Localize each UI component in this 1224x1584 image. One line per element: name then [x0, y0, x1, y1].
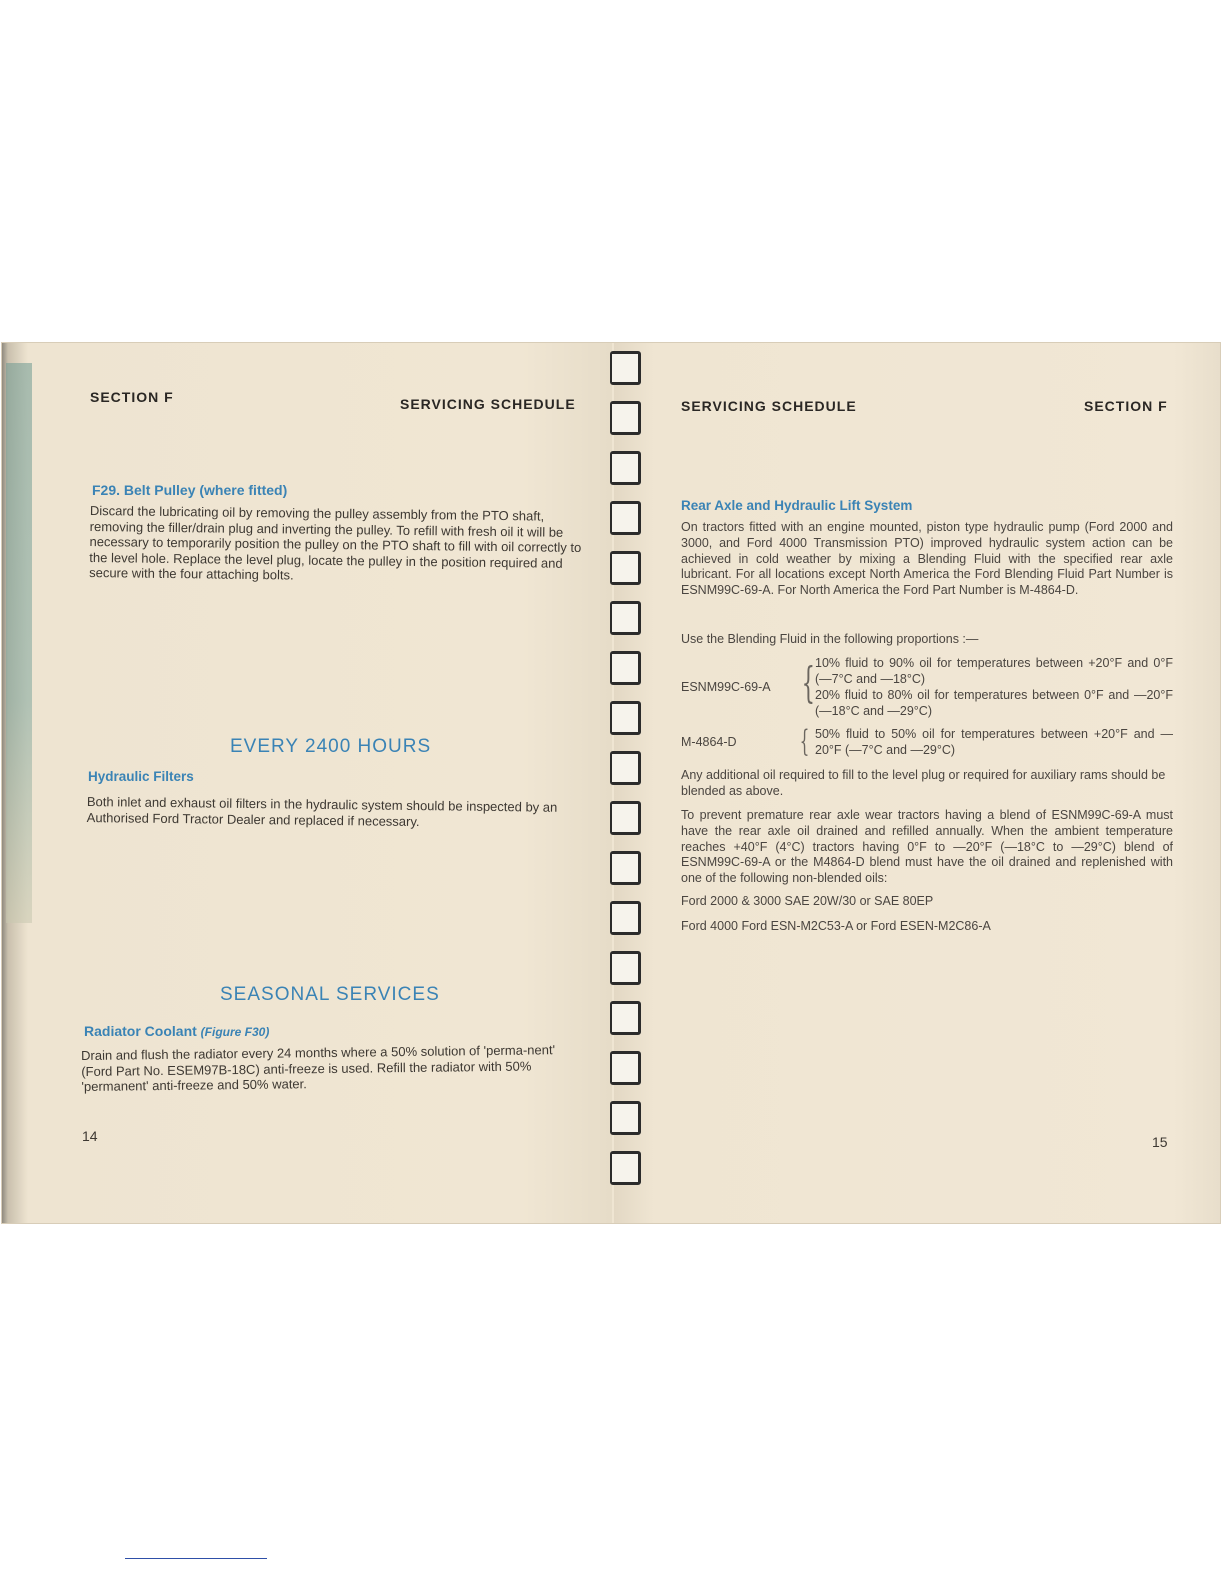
- binding-ring: [610, 501, 641, 535]
- binding-ring: [610, 1051, 641, 1085]
- radiator-coolant-heading: [84, 1023, 269, 1039]
- hydraulic-filters-heading: Hydraulic Filters: [88, 769, 194, 784]
- blend-a-line2: 20% fluid to 80% oil for temperatures between 0°F and —20°F (—18°C and —29°C): [815, 688, 1173, 718]
- additional-oil-text: Any additional oil required to fill to the level plug or required for auxiliary rams should be blended as above.: [681, 768, 1166, 798]
- blend-a-brace: {: [801, 658, 816, 707]
- binding-ring: [610, 401, 641, 435]
- binding-ring: [610, 1151, 641, 1185]
- binding-ring: [610, 551, 641, 585]
- blend-row-esnm99c: [681, 656, 1173, 720]
- binding-ring: [610, 601, 641, 635]
- binding-ring: [610, 851, 641, 885]
- radiator-coolant-title: Radiator Coolant: [84, 1023, 197, 1039]
- blend-a-code: ESNM99C-69-A: [681, 680, 771, 694]
- binding-ring: [610, 351, 641, 385]
- binding-ring: [610, 1001, 641, 1035]
- hydraulic-filters-body: Both inlet and exhaust oil filters in the hydraulic system should be inspected by an Authorised Ford Tractor Dealer and replaced if necessary.: [86, 794, 558, 829]
- page-edge-shadow: [6, 363, 32, 923]
- prevent-wear-text: To prevent premature rear axle wear tractors having a blend of ESNM99C-69-A must have the rear axle oil drained and refilled annually. When the ambient temperature reaches +40°F (4°C) tractors having 0°F to —20°F (—18°C to —29°C) blend of ESNM99C-69-A or the M4864-D blend must have the oil drained and replenished with one of the following non-blended oils:: [681, 808, 1173, 886]
- oil-line-4000: Ford 4000 Ford ESN-M2C53-A or Ford ESEN-M2C86-A: [681, 919, 991, 933]
- right-running-head: SERVICING SCHEDULE: [681, 398, 857, 414]
- right-page-number: 15: [1152, 1134, 1168, 1150]
- spiral-binding: [604, 343, 644, 1223]
- oil-line-2000-3000: Ford 2000 & 3000 SAE 20W/30 or SAE 80EP: [681, 894, 934, 908]
- binding-ring: [610, 951, 641, 985]
- right-page: [614, 343, 1220, 1223]
- left-section-label: SECTION F: [90, 389, 174, 405]
- binding-ring: [610, 651, 641, 685]
- blend-b-line1: 50% fluid to 50% oil for temperatures between +20°F and —20°F (—7°C and —29°C): [815, 727, 1173, 757]
- binding-ring: [610, 1101, 641, 1135]
- f29-heading: F29. Belt Pulley (where fitted): [92, 482, 288, 498]
- binding-ring: [610, 701, 641, 735]
- rear-axle-body: On tractors fitted with an engine mounted, piston type hydraulic pump (Ford 2000 and 3000, and Ford 4000 Transmission PTO) improved hydraulic system action can be achieved in cold weather by mixing a Blending Fluid with the specified rear axle lubricant. For all locations except North America the Ford Blending Fluid Part Number is ESNM99C-69-A. For North America the Ford Part Number is M-4864-D.: [681, 520, 1173, 598]
- radiator-coolant-body: Drain and flush the radiator every 24 months where a 50% solution of 'perma-nent' (Ford Part No. ESEM97B-18C) anti-freeze is used. Refill the radiator with 50% 'permanent' anti-freeze and 50% water.: [81, 1042, 556, 1095]
- f29-body: Discard the lubricating oil by removing the pulley assembly from the PTO shaft, removing the filler/drain plug and inverting the pulley. To refill with fresh oil it will be necessary to temporarily position the pulley on the PTO shaft to fill with oil correctly to the level hole. Replace the level plug, locate the pulley in the position required and secure with the four attaching bolts.: [89, 503, 582, 583]
- every-2400-hours-heading: EVERY 2400 HOURS: [230, 736, 432, 757]
- use-blending-line: Use the Blending Fluid in the following proportions :—: [681, 632, 979, 646]
- blend-a-line1: 10% fluid to 90% oil for temperatures between +20°F and 0°F (—7°C and —18°C): [815, 656, 1173, 686]
- binding-ring: [610, 801, 641, 835]
- blend-row-m4864: [681, 724, 1173, 761]
- seasonal-services-heading: SEASONAL SERVICES: [220, 984, 440, 1005]
- binding-ring: [610, 751, 641, 785]
- right-section-label: SECTION F: [1084, 398, 1168, 414]
- rear-axle-heading: Rear Axle and Hydraulic Lift System: [681, 498, 913, 513]
- binding-ring: [610, 901, 641, 935]
- radiator-figure-ref: (Figure F30): [200, 1025, 270, 1039]
- blue-rule: [125, 1558, 267, 1559]
- blend-b-brace: {: [799, 724, 810, 759]
- binding-ring: [610, 451, 641, 485]
- blend-b-code: M-4864-D: [681, 735, 737, 749]
- left-page-number: 14: [82, 1128, 98, 1144]
- left-page: [2, 343, 612, 1223]
- left-running-head: SERVICING SCHEDULE: [400, 396, 576, 412]
